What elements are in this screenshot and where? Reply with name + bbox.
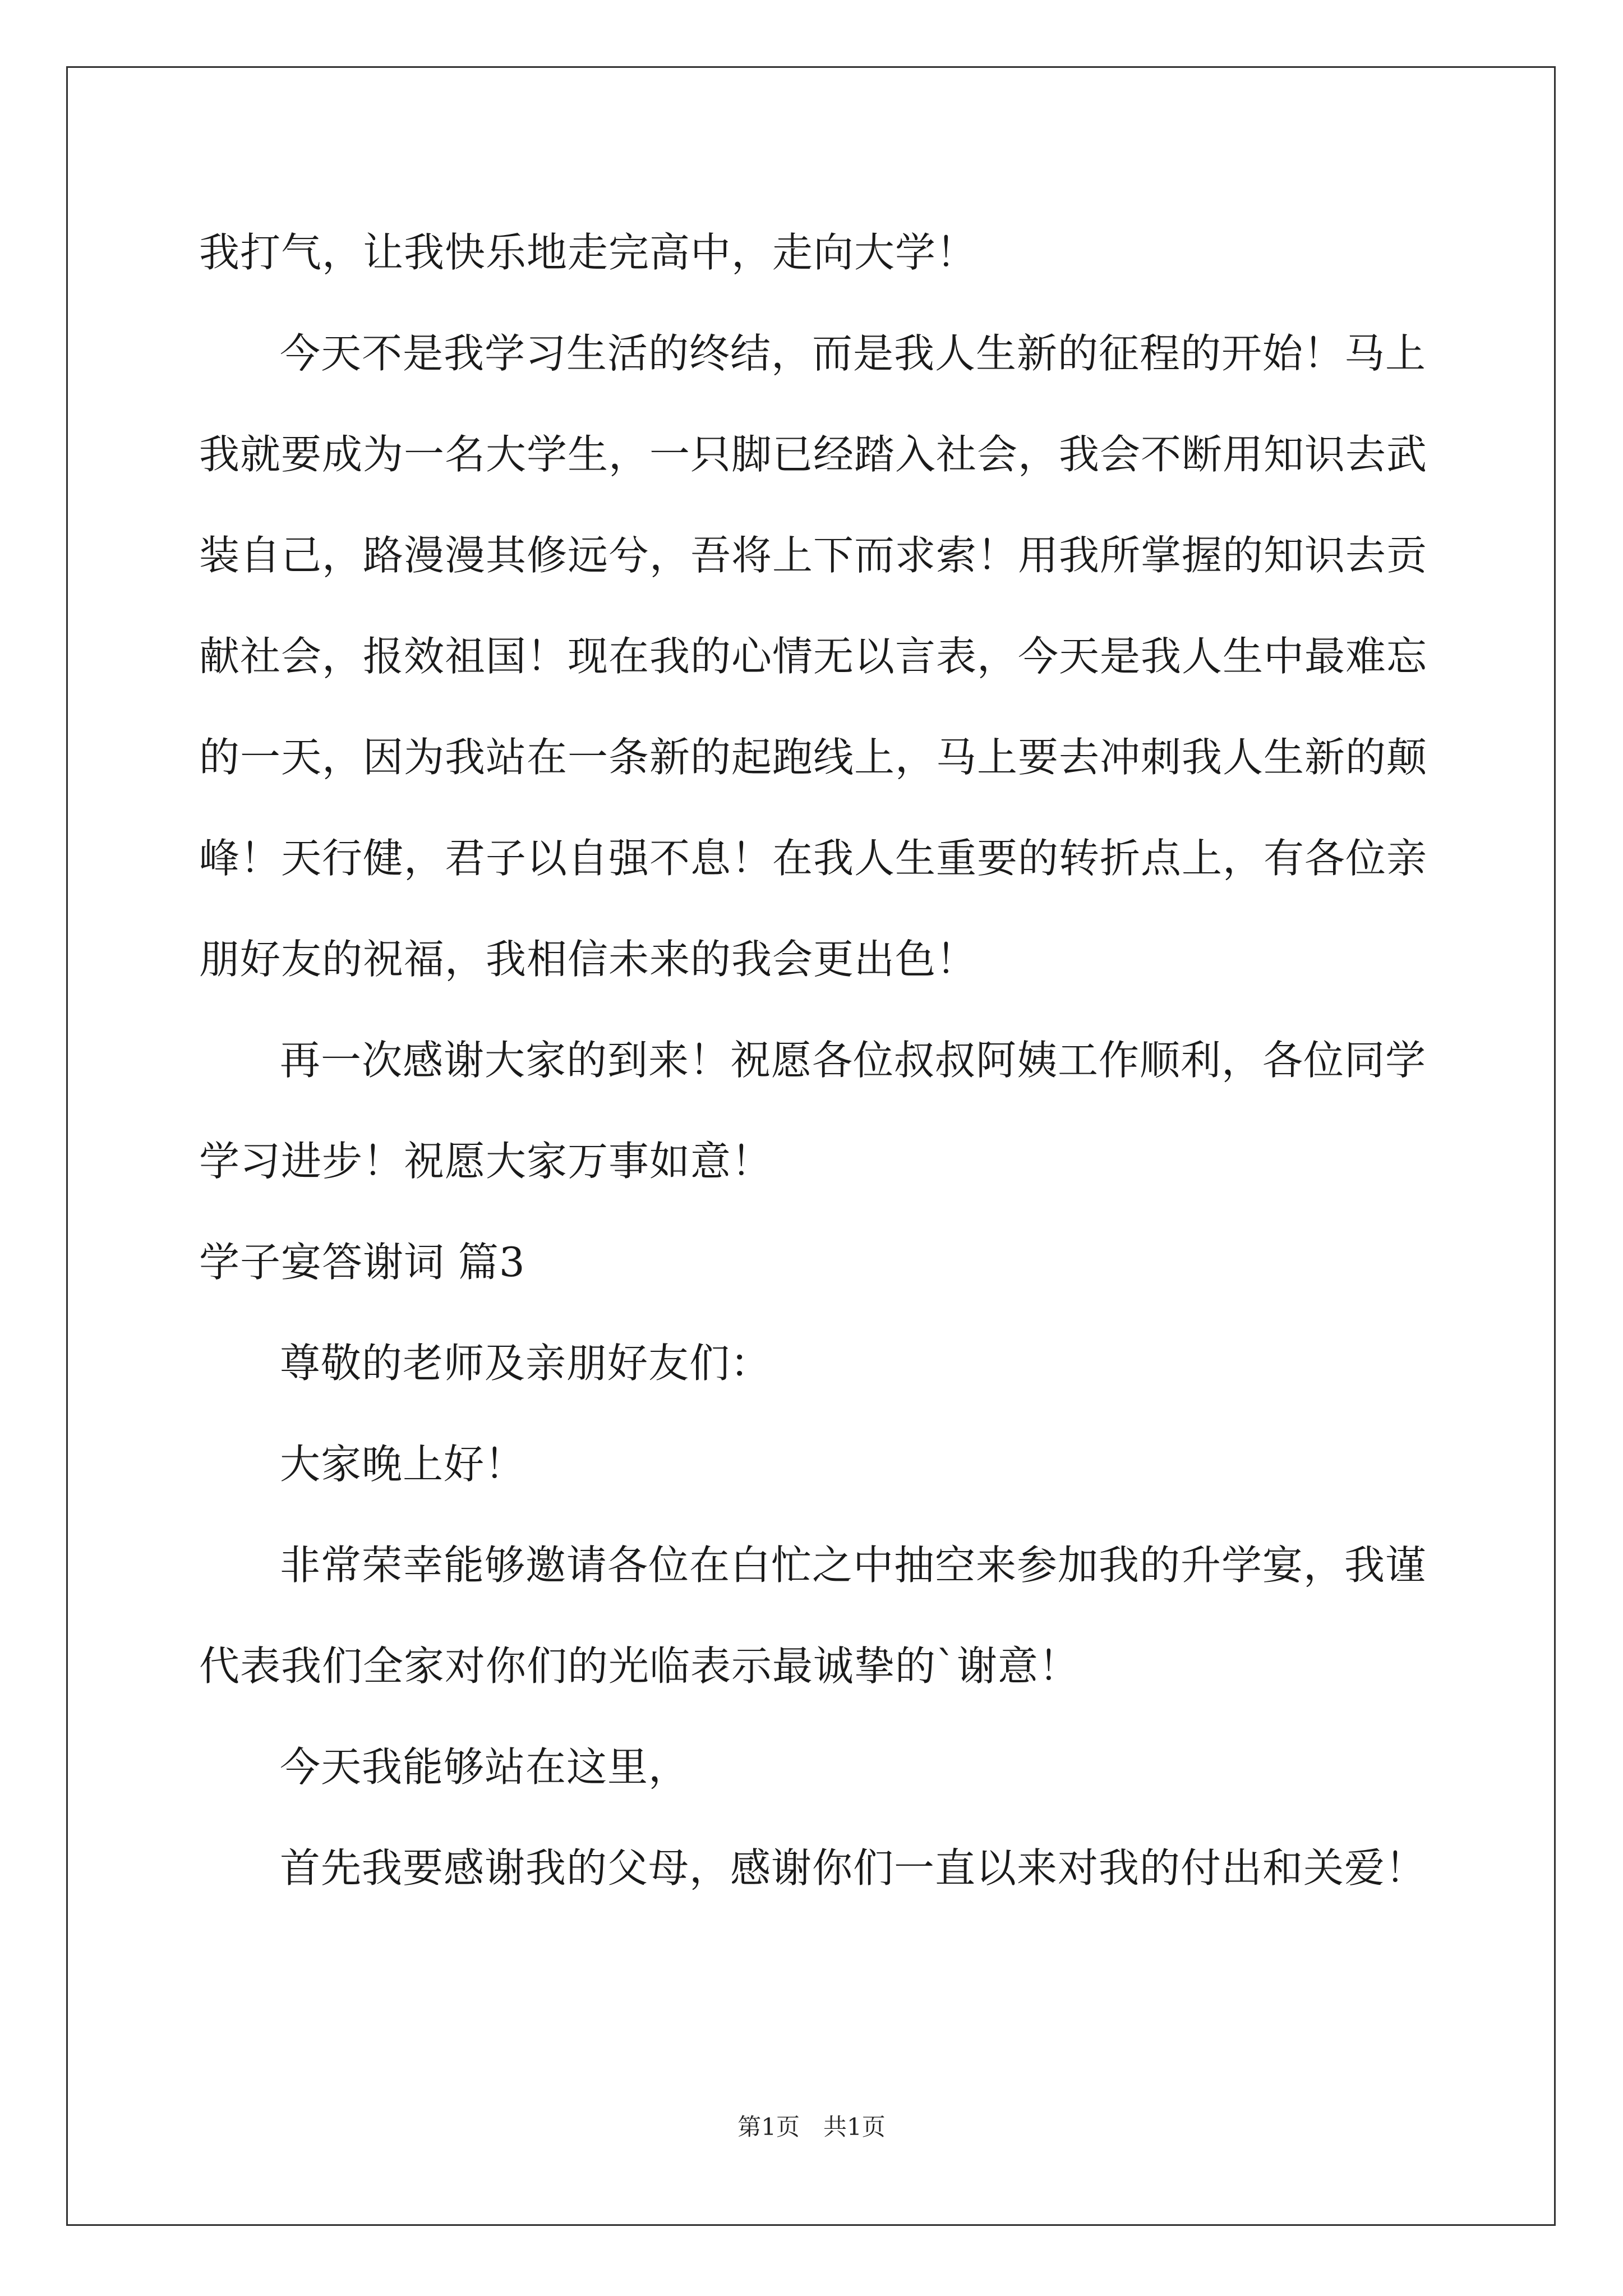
paragraph-line: 首先我要感谢我的父母，感谢你们一直以来对我的付出和关爱！: [280, 1844, 1427, 1892]
page-number: 第1页 共1页: [737, 2113, 886, 2141]
greeting: 大家晚上好！: [280, 1441, 526, 1488]
paragraph-line: 今天不是我学习生活的终结，而是我人生新的征程的开始！马上: [280, 330, 1427, 377]
paragraph-line: 我就要成为一名大学生，一只脚已经踏入社会，我会不断用知识去武: [199, 431, 1428, 478]
paragraph-line: 的一天，因为我站在一条新的起跑线上，马上要去冲刺我人生新的颠: [199, 734, 1428, 781]
paragraph-line: 再一次感谢大家的到来！祝愿各位叔叔阿姨工作顺利，各位同学: [280, 1037, 1427, 1084]
salutation: 尊敬的老师及亲朋好友们：: [280, 1340, 772, 1387]
paragraph-line: 代表我们全家对你们的光临表示最诚挚的`谢意！: [199, 1642, 1080, 1690]
paragraph-line: 非常荣幸能够邀请各位在白忙之中抽空来参加我的升学宴，我谨: [280, 1542, 1427, 1589]
section-heading: 学子宴答谢词 篇3: [199, 1239, 525, 1286]
paragraph-line: 峰！天行健，君子以自强不息！在我人生重要的转折点上，有各位亲: [199, 835, 1428, 882]
paragraph-line: 今天我能够站在这里，: [280, 1743, 690, 1791]
paragraph-line: 我打气，让我快乐地走完高中，走向大学！: [199, 229, 978, 276]
paragraph-line: 献社会，报效祖国！现在我的心情无以言表，今天是我人生中最难忘: [199, 633, 1428, 680]
paragraph-line: 学习进步！祝愿大家万事如意！: [199, 1138, 773, 1185]
paragraph-line: 朋好友的祝福，我相信未来的我会更出色！: [199, 936, 978, 983]
paragraph-line: 装自己，路漫漫其修远兮，吾将上下而求索！用我所掌握的知识去贡: [199, 532, 1428, 579]
